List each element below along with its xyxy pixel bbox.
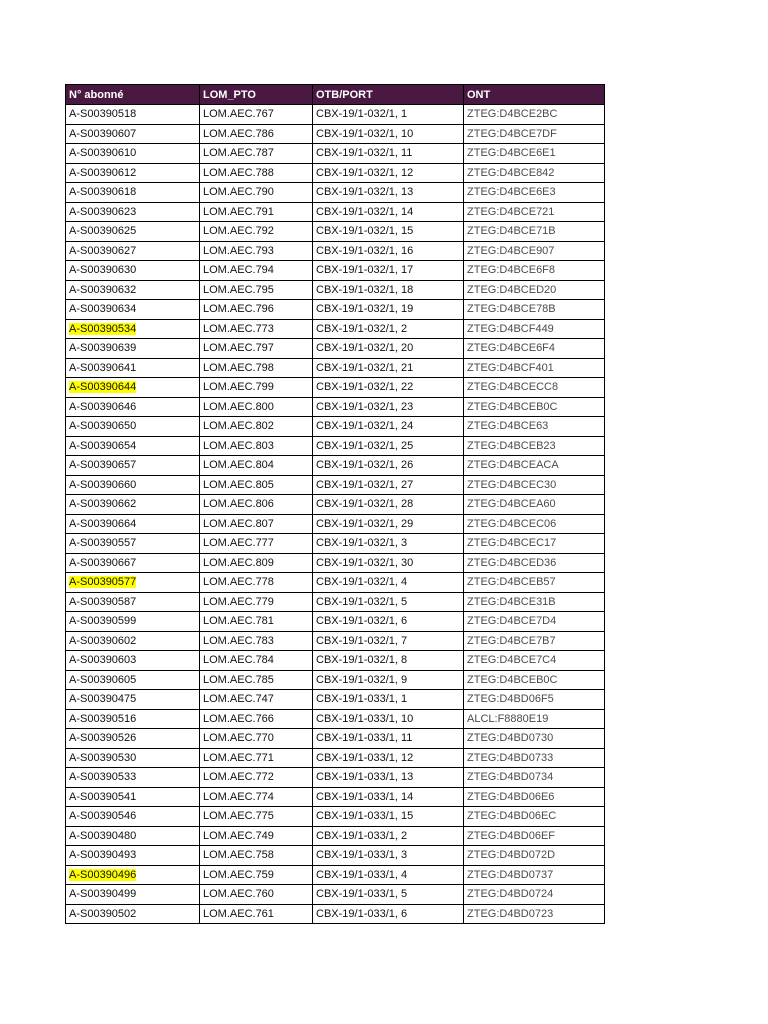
cell-ont: ZTEG:D4BD0724: [464, 885, 605, 905]
cell-lom-pto: LOM.AEC.793: [200, 241, 313, 261]
cell-lom-pto: LOM.AEC.792: [200, 222, 313, 242]
cell-otb-port: CBX-19/1-032/1, 7: [313, 631, 464, 651]
cell-otb-port: CBX-19/1-033/1, 2: [313, 826, 464, 846]
table-row: [66, 241, 605, 261]
cell-ont: ZTEG:D4BCEB0C: [464, 670, 605, 690]
cell-lom-pto: LOM.AEC.802: [200, 417, 313, 437]
cell-abonne: [66, 865, 200, 885]
cell-ont: ZTEG:D4BCED20: [464, 280, 605, 300]
cell-abonne: A-S00390641: [66, 358, 200, 378]
cell-otb-port: CBX-19/1-032/1, 20: [313, 339, 464, 359]
cell-otb-port: CBX-19/1-032/1, 26: [313, 456, 464, 476]
cell-otb-port: CBX-19/1-032/1, 3: [313, 534, 464, 554]
cell-lom-pto: LOM.AEC.761: [200, 904, 313, 924]
header-ont: ONT: [464, 85, 605, 105]
table-row: [66, 475, 605, 495]
cell-abonne: A-S00390546: [66, 807, 200, 827]
cell-otb-port: CBX-19/1-032/1, 15: [313, 222, 464, 242]
table-row: [66, 261, 605, 281]
table-row: [66, 163, 605, 183]
table-row: [66, 748, 605, 768]
cell-lom-pto: LOM.AEC.779: [200, 592, 313, 612]
cell-abonne: A-S00390557: [66, 534, 200, 554]
cell-ont: ZTEG:D4BCE71B: [464, 222, 605, 242]
cell-otb-port: CBX-19/1-033/1, 14: [313, 787, 464, 807]
highlighted-abonne: A-S00390644: [69, 381, 137, 394]
cell-abonne: A-S00390541: [66, 787, 200, 807]
cell-ont: ZTEG:D4BCE6F8: [464, 261, 605, 281]
cell-lom-pto: LOM.AEC.777: [200, 534, 313, 554]
cell-ont: ZTEG:D4BCE6E1: [464, 144, 605, 164]
cell-lom-pto: LOM.AEC.787: [200, 144, 313, 164]
table-row: [66, 690, 605, 710]
table-row: [66, 904, 605, 924]
table-row: [66, 300, 605, 320]
table-row: [66, 553, 605, 573]
cell-otb-port: CBX-19/1-032/1, 6: [313, 612, 464, 632]
table-row: [66, 768, 605, 788]
cell-lom-pto: LOM.AEC.774: [200, 787, 313, 807]
cell-otb-port: CBX-19/1-032/1, 29: [313, 514, 464, 534]
cell-ont: ZTEG:D4BCE7D4: [464, 612, 605, 632]
table-row: [66, 729, 605, 749]
cell-lom-pto: LOM.AEC.778: [200, 573, 313, 593]
table-row: [66, 534, 605, 554]
table-row: [66, 787, 605, 807]
cell-lom-pto: LOM.AEC.788: [200, 163, 313, 183]
cell-otb-port: CBX-19/1-032/1, 9: [313, 670, 464, 690]
cell-abonne: A-S00390493: [66, 846, 200, 866]
cell-otb-port: CBX-19/1-032/1, 28: [313, 495, 464, 515]
cell-abonne: A-S00390630: [66, 261, 200, 281]
table-row: [66, 651, 605, 671]
cell-abonne: [66, 573, 200, 593]
table-row: [66, 436, 605, 456]
cell-abonne: A-S00390530: [66, 748, 200, 768]
cell-abonne: A-S00390662: [66, 495, 200, 515]
cell-lom-pto: LOM.AEC.759: [200, 865, 313, 885]
cell-lom-pto: LOM.AEC.783: [200, 631, 313, 651]
cell-lom-pto: LOM.AEC.785: [200, 670, 313, 690]
cell-abonne: A-S00390632: [66, 280, 200, 300]
cell-abonne: A-S00390660: [66, 475, 200, 495]
cell-lom-pto: LOM.AEC.771: [200, 748, 313, 768]
cell-ont: ZTEG:D4BD0723: [464, 904, 605, 924]
cell-abonne: A-S00390627: [66, 241, 200, 261]
cell-abonne: A-S00390518: [66, 105, 200, 125]
cell-ont: ZTEG:D4BCEC06: [464, 514, 605, 534]
cell-abonne: A-S00390654: [66, 436, 200, 456]
cell-abonne: A-S00390603: [66, 651, 200, 671]
cell-otb-port: CBX-19/1-033/1, 4: [313, 865, 464, 885]
cell-otb-port: CBX-19/1-032/1, 17: [313, 261, 464, 281]
table-row: [66, 105, 605, 125]
highlighted-abonne: A-S00390534: [69, 322, 137, 335]
cell-abonne: A-S00390480: [66, 826, 200, 846]
cell-ont: ZTEG:D4BD0733: [464, 748, 605, 768]
cell-lom-pto: LOM.AEC.806: [200, 495, 313, 515]
cell-ont: ZTEG:D4BCECC8: [464, 378, 605, 398]
table-row: [66, 202, 605, 222]
cell-otb-port: CBX-19/1-032/1, 22: [313, 378, 464, 398]
cell-lom-pto: LOM.AEC.809: [200, 553, 313, 573]
cell-ont: ZTEG:D4BD06EC: [464, 807, 605, 827]
cell-otb-port: CBX-19/1-032/1, 4: [313, 573, 464, 593]
cell-otb-port: CBX-19/1-033/1, 13: [313, 768, 464, 788]
table-row: [66, 280, 605, 300]
cell-ont: ZTEG:D4BCEC30: [464, 475, 605, 495]
table-row: [66, 319, 605, 339]
cell-ont: ZTEG:D4BCF449: [464, 319, 605, 339]
cell-ont: ZTEG:D4BD0734: [464, 768, 605, 788]
cell-abonne: A-S00390605: [66, 670, 200, 690]
cell-ont: ZTEG:D4BD06EF: [464, 826, 605, 846]
cell-otb-port: CBX-19/1-032/1, 14: [313, 202, 464, 222]
header-row: [66, 85, 605, 105]
cell-abonne: A-S00390612: [66, 163, 200, 183]
cell-lom-pto: LOM.AEC.800: [200, 397, 313, 417]
cell-otb-port: CBX-19/1-032/1, 24: [313, 417, 464, 437]
table-row: [66, 456, 605, 476]
cell-abonne: A-S00390634: [66, 300, 200, 320]
cell-ont: ZTEG:D4BD0730: [464, 729, 605, 749]
cell-ont: ZTEG:D4BD072D: [464, 846, 605, 866]
cell-abonne: A-S00390639: [66, 339, 200, 359]
table-row: [66, 183, 605, 203]
cell-lom-pto: LOM.AEC.781: [200, 612, 313, 632]
cell-ont: ZTEG:D4BCE31B: [464, 592, 605, 612]
cell-abonne: A-S00390657: [66, 456, 200, 476]
table-row: [66, 709, 605, 729]
cell-ont: ZTEG:D4BCED36: [464, 553, 605, 573]
cell-abonne: A-S00390625: [66, 222, 200, 242]
table-row: [66, 124, 605, 144]
table-row: [66, 358, 605, 378]
cell-otb-port: CBX-19/1-032/1, 10: [313, 124, 464, 144]
table-row: [66, 339, 605, 359]
cell-otb-port: CBX-19/1-033/1, 12: [313, 748, 464, 768]
cell-lom-pto: LOM.AEC.791: [200, 202, 313, 222]
header-otb-port: OTB/PORT: [313, 85, 464, 105]
cell-otb-port: CBX-19/1-033/1, 11: [313, 729, 464, 749]
table-row: [66, 495, 605, 515]
highlighted-abonne: A-S00390577: [69, 576, 137, 589]
cell-otb-port: CBX-19/1-032/1, 8: [313, 651, 464, 671]
cell-otb-port: CBX-19/1-032/1, 25: [313, 436, 464, 456]
cell-otb-port: CBX-19/1-033/1, 3: [313, 846, 464, 866]
cell-abonne: A-S00390499: [66, 885, 200, 905]
cell-otb-port: CBX-19/1-032/1, 21: [313, 358, 464, 378]
table-row: [66, 514, 605, 534]
cell-abonne: A-S00390650: [66, 417, 200, 437]
cell-ont: ZTEG:D4BCE7C4: [464, 651, 605, 671]
cell-ont: ZTEG:D4BCEB0C: [464, 397, 605, 417]
cell-ont: ZTEG:D4BD06E6: [464, 787, 605, 807]
cell-otb-port: CBX-19/1-033/1, 5: [313, 885, 464, 905]
table-row: [66, 807, 605, 827]
cell-lom-pto: LOM.AEC.760: [200, 885, 313, 905]
cell-ont: ZTEG:D4BCE6E3: [464, 183, 605, 203]
cell-otb-port: CBX-19/1-032/1, 18: [313, 280, 464, 300]
cell-otb-port: CBX-19/1-032/1, 16: [313, 241, 464, 261]
cell-ont: ZTEG:D4BCE907: [464, 241, 605, 261]
table-row: [66, 865, 605, 885]
cell-lom-pto: LOM.AEC.797: [200, 339, 313, 359]
cell-lom-pto: LOM.AEC.767: [200, 105, 313, 125]
cell-abonne: A-S00390610: [66, 144, 200, 164]
cell-lom-pto: LOM.AEC.749: [200, 826, 313, 846]
cell-otb-port: CBX-19/1-032/1, 27: [313, 475, 464, 495]
table-row: [66, 885, 605, 905]
highlighted-abonne: A-S00390496: [69, 868, 137, 881]
table-body: [66, 105, 605, 924]
table-row: [66, 670, 605, 690]
cell-ont: ZTEG:D4BCE63: [464, 417, 605, 437]
cell-ont: ZTEG:D4BCEA60: [464, 495, 605, 515]
cell-abonne: [66, 319, 200, 339]
cell-abonne: A-S00390646: [66, 397, 200, 417]
table-row: [66, 631, 605, 651]
cell-lom-pto: LOM.AEC.758: [200, 846, 313, 866]
cell-otb-port: CBX-19/1-033/1, 1: [313, 690, 464, 710]
cell-lom-pto: LOM.AEC.766: [200, 709, 313, 729]
cell-ont: ZTEG:D4BCE78B: [464, 300, 605, 320]
cell-abonne: A-S00390526: [66, 729, 200, 749]
cell-lom-pto: LOM.AEC.784: [200, 651, 313, 671]
cell-lom-pto: LOM.AEC.770: [200, 729, 313, 749]
cell-lom-pto: LOM.AEC.798: [200, 358, 313, 378]
cell-ont: ZTEG:D4BCF401: [464, 358, 605, 378]
cell-otb-port: CBX-19/1-032/1, 23: [313, 397, 464, 417]
cell-otb-port: CBX-19/1-032/1, 1: [313, 105, 464, 125]
cell-ont: ZTEG:D4BCEB23: [464, 436, 605, 456]
cell-abonne: A-S00390599: [66, 612, 200, 632]
table-row: [66, 378, 605, 398]
table-row: [66, 592, 605, 612]
cell-abonne: [66, 378, 200, 398]
cell-lom-pto: LOM.AEC.805: [200, 475, 313, 495]
cell-ont: ZTEG:D4BCE842: [464, 163, 605, 183]
cell-ont: ZTEG:D4BCE7DF: [464, 124, 605, 144]
cell-otb-port: CBX-19/1-033/1, 6: [313, 904, 464, 924]
cell-lom-pto: LOM.AEC.786: [200, 124, 313, 144]
cell-lom-pto: LOM.AEC.795: [200, 280, 313, 300]
cell-abonne: A-S00390618: [66, 183, 200, 203]
cell-lom-pto: LOM.AEC.790: [200, 183, 313, 203]
cell-lom-pto: LOM.AEC.772: [200, 768, 313, 788]
cell-abonne: A-S00390607: [66, 124, 200, 144]
cell-otb-port: CBX-19/1-032/1, 11: [313, 144, 464, 164]
table-row: [66, 612, 605, 632]
cell-otb-port: CBX-19/1-032/1, 12: [313, 163, 464, 183]
subscriber-table: [65, 84, 605, 924]
header-lom-pto: LOM_PTO: [200, 85, 313, 105]
cell-ont: ZTEG:D4BCE7B7: [464, 631, 605, 651]
table-row: [66, 144, 605, 164]
cell-ont: ZTEG:D4BCEC17: [464, 534, 605, 554]
cell-otb-port: CBX-19/1-032/1, 5: [313, 592, 464, 612]
cell-lom-pto: LOM.AEC.775: [200, 807, 313, 827]
table-row: [66, 417, 605, 437]
cell-otb-port: CBX-19/1-032/1, 30: [313, 553, 464, 573]
table-row: [66, 826, 605, 846]
cell-abonne: A-S00390623: [66, 202, 200, 222]
cell-ont: ZTEG:D4BCE721: [464, 202, 605, 222]
cell-otb-port: CBX-19/1-032/1, 2: [313, 319, 464, 339]
cell-ont: ZTEG:D4BCE6F4: [464, 339, 605, 359]
cell-abonne: A-S00390533: [66, 768, 200, 788]
table-row: [66, 222, 605, 242]
cell-abonne: A-S00390502: [66, 904, 200, 924]
cell-lom-pto: LOM.AEC.803: [200, 436, 313, 456]
cell-otb-port: CBX-19/1-032/1, 19: [313, 300, 464, 320]
cell-ont: ZTEG:D4BCE2BC: [464, 105, 605, 125]
cell-abonne: A-S00390664: [66, 514, 200, 534]
cell-lom-pto: LOM.AEC.794: [200, 261, 313, 281]
cell-abonne: A-S00390667: [66, 553, 200, 573]
cell-lom-pto: LOM.AEC.804: [200, 456, 313, 476]
table-row: [66, 846, 605, 866]
cell-lom-pto: LOM.AEC.807: [200, 514, 313, 534]
cell-ont: ALCL:F8880E19: [464, 709, 605, 729]
cell-lom-pto: LOM.AEC.773: [200, 319, 313, 339]
cell-abonne: A-S00390602: [66, 631, 200, 651]
table-row: [66, 573, 605, 593]
cell-lom-pto: LOM.AEC.796: [200, 300, 313, 320]
cell-lom-pto: LOM.AEC.799: [200, 378, 313, 398]
cell-abonne: A-S00390475: [66, 690, 200, 710]
cell-lom-pto: LOM.AEC.747: [200, 690, 313, 710]
cell-ont: ZTEG:D4BCEACA: [464, 456, 605, 476]
header-abonne: N° abonné: [66, 85, 200, 105]
cell-otb-port: CBX-19/1-033/1, 15: [313, 807, 464, 827]
table-row: [66, 397, 605, 417]
cell-otb-port: CBX-19/1-033/1, 10: [313, 709, 464, 729]
cell-otb-port: CBX-19/1-032/1, 13: [313, 183, 464, 203]
cell-ont: ZTEG:D4BD06F5: [464, 690, 605, 710]
cell-abonne: A-S00390587: [66, 592, 200, 612]
table-header: [66, 85, 605, 105]
cell-abonne: A-S00390516: [66, 709, 200, 729]
cell-ont: ZTEG:D4BCEB57: [464, 573, 605, 593]
cell-ont: ZTEG:D4BD0737: [464, 865, 605, 885]
